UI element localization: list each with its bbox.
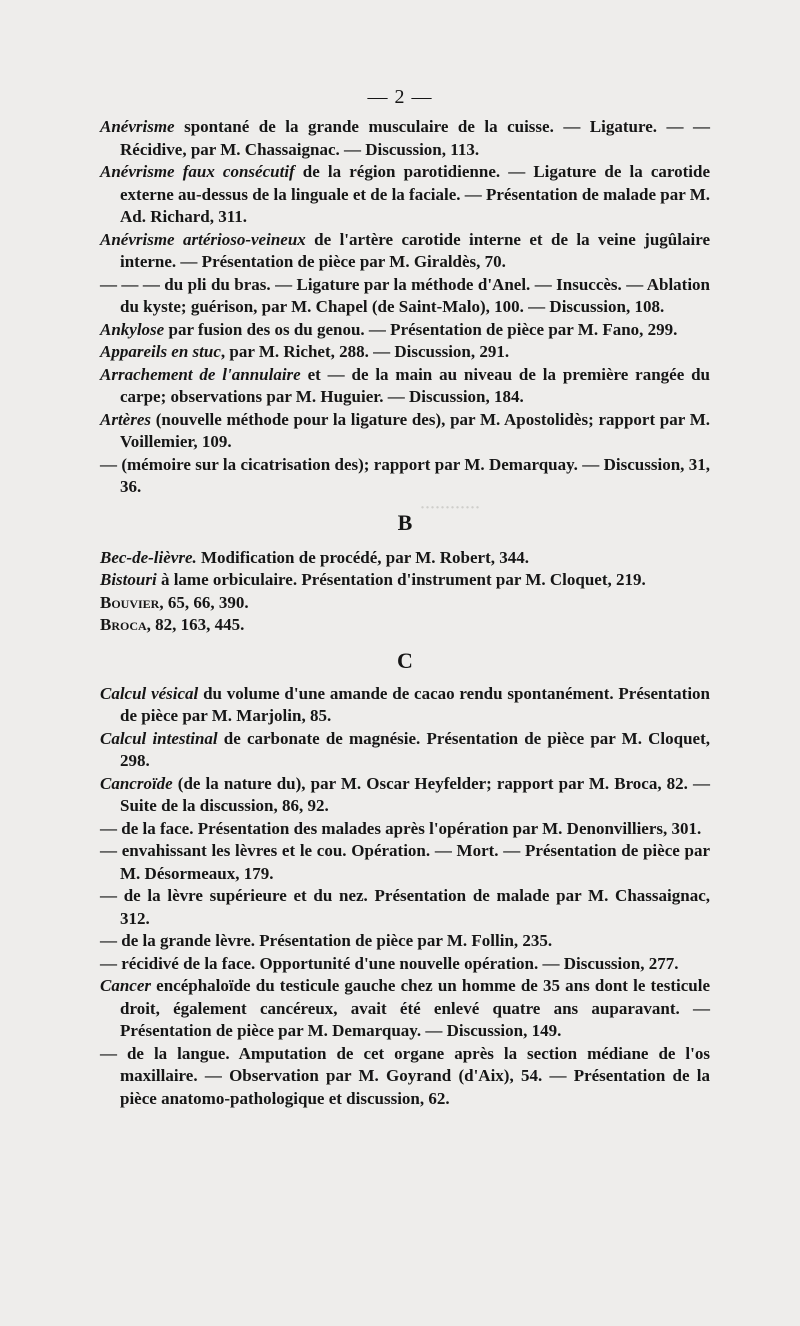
index-entry [100,683,710,728]
entry-term: — [100,931,117,950]
entry-text: encéphaloïde du testicule gauche chez un homme de 35 ans dont le testicule droit, également cancéreux, avait été enlevé quatre ans auparavant. — Présentation de pièce par M. Demarquay. — Discussion, 149. [120,976,710,1040]
entry-term: — [100,818,117,838]
entry-text: envahissant les lèvres et le cou. Opération. — Mort. — Présentation de pièce par M. Désormeaux, 179. [117,841,710,883]
entry-term: Artères [100,409,151,429]
show-through: ············ [420,500,481,516]
entry-term: Anévrisme faux consécutif [100,162,295,181]
index-entry [100,319,710,342]
index-entry [100,409,710,454]
section-b [100,547,710,637]
index-entry [100,773,710,818]
entry-term: Broca [100,615,147,634]
index-entry [100,547,710,570]
section-letter-b: B [397,509,413,535]
entry-text: à lame orbiculaire. Présentation d'instrument par M. Cloquet, 219. [156,570,646,589]
entry-text: de la grande lèvre. Présentation de pièce par M. Follin, 235. [117,931,553,950]
entry-term: Ankylose [100,319,165,339]
index-entry [100,840,710,885]
entry-text: , par M. Richet, 288. — Discussion, 291. [220,342,510,361]
entry-text: de la lèvre supérieure et du nez. Présentation de malade par M. Chassaignac, 312. [117,886,710,928]
entry-text: de carbonate de magnésie. Présentation de pièce par M. Cloquet, 298. [120,728,710,770]
entry-term: — [100,1043,117,1063]
index-entry [100,818,710,841]
index-entry [100,364,710,409]
entry-term: Cancer [100,976,151,995]
entry-text: de la face. Présentation des malades après l'opération par M. Denonvilliers, 301. [117,818,702,838]
entry-text: (nouvelle méthode pour la ligature des), par M. Apostolidès; rapport par M. Voillemier, 109. [120,409,710,451]
entry-text: récidivé de la face. Opportunité d'une nouvelle opération. — Discussion, 277. [117,953,679,973]
entry-term: — [100,886,117,905]
section-c [100,683,710,1111]
entry-term: — [100,953,117,973]
entry-term: Appareils en stuc [100,342,221,361]
index-entry [100,341,710,364]
section-a [100,116,710,499]
entry-term: Bistouri [100,570,157,589]
index-entry [100,885,710,930]
index-entry [100,161,710,229]
index-entry [100,592,710,615]
entry-term: Calcul vésical [100,683,199,703]
section-letter-c: C [397,647,413,673]
entry-term: Anévrisme artérioso-veineux [100,229,306,249]
entry-term: Bouvier [100,592,160,612]
entry-term: Bec-de-lièvre. [100,547,197,567]
index-entry [100,116,710,161]
index-entry [100,975,710,1043]
entry-text: de la région parotidienne. — Ligature de la carotide externe au-dessus de la linguale et de la faciale. — Présentation de malade par M. Ad. Richard, 311. [120,162,710,226]
entry-text: , 65, 66, 390. [159,592,249,612]
index-entry [100,953,710,976]
index-entry [100,454,710,499]
index-entry [100,1043,710,1111]
entry-text: de l'artère carotide interne et de la veine jugûlaire interne. — Présentation de pièce par M. Giraldès, 70. [120,229,710,271]
entry-text: par fusion des os du genou. — Présentation de pièce par M. Fano, 299. [164,319,678,339]
entry-text: (mémoire sur la cicatrisation des); rapport par M. Demarquay. — Discussion, 31, 36. [117,454,710,496]
index-entry [100,930,710,953]
entry-term: — [100,841,117,860]
entry-text: de la langue. Amputation de cet organe après la section médiane de l'os maxillaire. — Observation par M. Goyrand (d'Aix), 54. — Présentation de la pièce anatomo-pathologique et discussion, 62. [117,1043,710,1108]
entry-term: Anévrisme [100,117,175,136]
entry-text: du volume d'une amande de cacao rendu spontanément. Présentation de pièce par M. Marjolin, 85. [120,683,710,725]
entry-text: spontané de la grande musculaire de la cuisse. — Ligature. — — Récidive, par M. Chassaignac. — Discussion, 113. [120,117,710,159]
entry-term: Calcul intestinal [100,728,218,748]
entry-term: — — — [100,274,160,294]
index-content [100,116,710,1110]
entry-text: , 82, 163, 445. [146,615,245,634]
index-entry [100,728,710,773]
index-entry [100,229,710,274]
index-entry [100,569,710,592]
entry-term: Arrachement de l'annulaire [100,364,301,384]
index-entry [100,274,710,319]
entry-text: du pli du bras. — Ligature par la méthode d'Anel. — Insuccès. — Ablation du kyste; guérison, par M. Chapel (de Saint-Malo), 100. — Discussion, 108. [120,274,711,316]
entry-term: Cancroïde [100,773,173,793]
entry-text: et — de la main au niveau de la première rangée du carpe; observations par M. Huguier. — Discussion, 184. [120,364,711,406]
entry-text: Modification de procédé, par M. Robert, 344. [196,547,529,567]
page-number: — 2 — [367,86,433,108]
index-entry [100,614,710,637]
entry-term: — [100,454,117,474]
entry-text: (de la nature du), par M. Oscar Heyfelder; rapport par M. Broca, 82. — Suite de la discussion, 86, 92. [120,773,710,815]
